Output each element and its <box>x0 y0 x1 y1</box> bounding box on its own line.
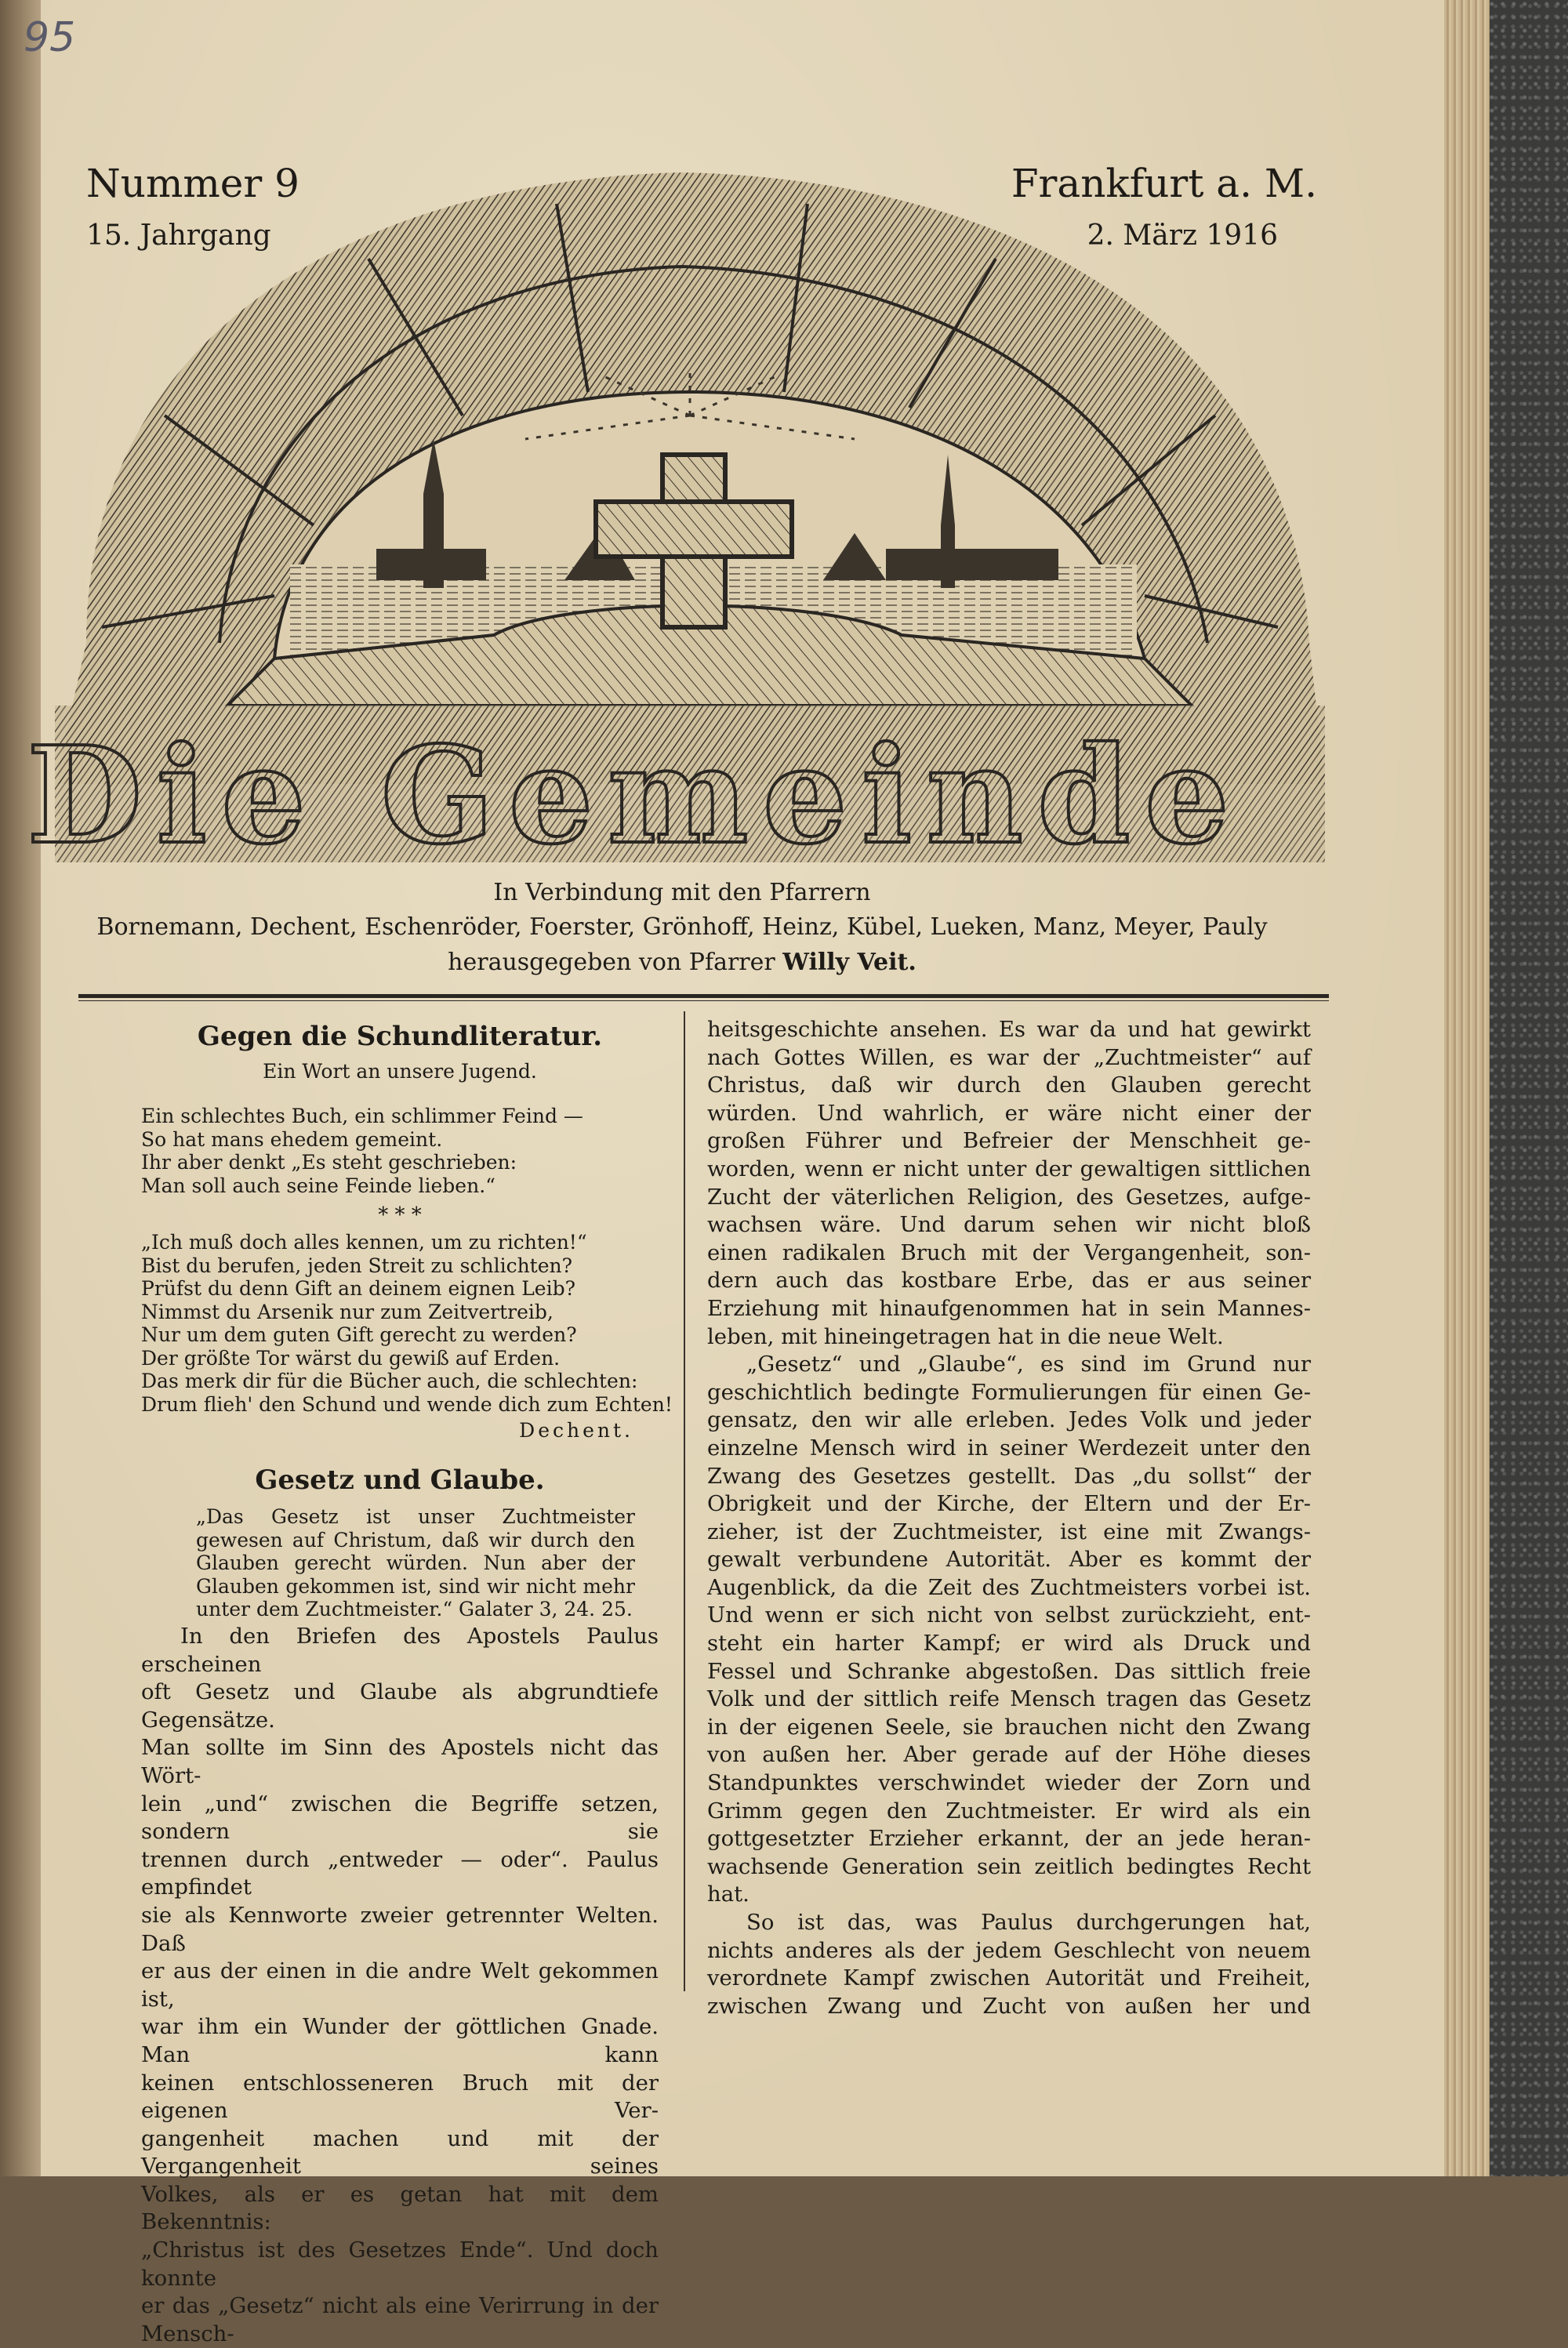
text-line: wachsen wäre. Und darum sehen wir nicht bloß <box>707 1212 1311 1238</box>
publication-place: Frankfurt a. M. <box>1011 161 1317 206</box>
poem-author: Dechent. <box>519 1419 633 1442</box>
poem-line: Drum flieh' den Schund und wende dich zum Echten! <box>141 1392 673 1416</box>
text-line: Man sollte im Sinn des Apostels nicht das Wört- <box>141 1735 659 1788</box>
text-line: nichts anderes als der jedem Geschlecht von neuem <box>707 1937 1311 1963</box>
text-line: einzelne Mensch wird in seiner Werdezeit unter den <box>707 1435 1311 1461</box>
text-line: So ist das, was Paulus durchgerungen hat, <box>746 1910 1311 1935</box>
text-line: In den Briefen des Apostels Paulus erscheinen <box>141 1624 659 1677</box>
pencil-note: 95 <box>24 14 76 61</box>
text-line: Standpunktes verschwindet wieder der Zorn und <box>707 1770 1311 1796</box>
text-line: großen Führer und Befreier der Menschheit ge- <box>707 1128 1311 1154</box>
text-line: Augenblick, da die Zeit des Zuchtmeisters vorbei ist. <box>707 1574 1311 1600</box>
poem-stanza-1 <box>141 1105 659 1197</box>
poem-line: „Ich muß doch alles kennen, um zu richten!“ <box>141 1231 587 1254</box>
article-title: Gesetz und Glaube. <box>255 1464 545 1496</box>
text-line: trennen durch „entweder — oder“. Paulus empfindet <box>141 1846 659 1900</box>
header-rule <box>78 994 1329 998</box>
header-rule-thin <box>78 1000 1329 1001</box>
poem-line: Ihr aber denkt „Es steht geschrieben: <box>141 1151 517 1174</box>
editor-prefix: herausgegeben von Pfarrer <box>448 949 775 976</box>
poem-line: Nur um dem guten Gift gerecht zu werden? <box>141 1323 577 1346</box>
text-line: er das „Gesetz“ nicht als eine Verirrung in der Mensch- <box>141 2293 659 2346</box>
poem-line: So hat mans ehedem gemeint. <box>141 1127 443 1151</box>
poem-stanza-2 <box>141 1231 673 1416</box>
text-line: Fessel und Schranke abgestoßen. Das sittlich freie <box>707 1658 1311 1684</box>
article-motto: „Das Gesetz ist unser Zuchtmeister gewesen auf Christum, daß wir durch den Glauben gerecht würden. Nun aber der Glauben gekommen ist, sind wir nicht mehr unter dem Zuchtmeister.“ Galater 3, 24. 25. <box>196 1505 635 1620</box>
credits-editor <box>78 946 1286 979</box>
text-line: Erziehung mit hinaufgenommen hat in sein Mannes- <box>707 1295 1311 1321</box>
text-line: nach Gottes Willen, es war der „Zuchtmeister“ auf <box>707 1044 1311 1070</box>
text-line: sie als Kennworte zweier getrennter Welten. Daß <box>141 1902 659 1956</box>
text-line: Obrigkeit und der Kirche, der Eltern und der Er- <box>707 1491 1311 1517</box>
text-line: zieher, ist der Zuchtmeister, ist eine mit Zwangs- <box>707 1519 1311 1544</box>
binding-left <box>0 0 41 2176</box>
text-line: Grimm gegen den Zuchtmeister. Er wird als ein <box>707 1798 1311 1824</box>
text-line: Christus, daß wir durch den Glauben gerecht <box>707 1072 1311 1098</box>
text-line: gangenheit machen und mit der Vergangenheit seines <box>141 2125 659 2179</box>
article-text-left <box>141 1623 659 2348</box>
text-line: verordnete Kampf zwischen Autorität und Freiheit, <box>707 1965 1311 1991</box>
text-line: heitsgeschichte ansehen. Es war da und hat gewirkt <box>707 1017 1311 1042</box>
text-line: Und wenn er sich nicht von selbst zurückzieht, ent- <box>707 1602 1311 1628</box>
stanza-separator: * * * <box>378 1203 422 1227</box>
text-line: keinen entschlosseneren Bruch mit der eigenen Ver- <box>141 2070 659 2124</box>
text-line: zwischen Zwang und Zucht von außen her und <box>707 1993 1311 2019</box>
text-line: „Christus ist des Gesetzes Ende“. Und doch konnte <box>141 2237 659 2291</box>
issue-number: Nummer 9 <box>86 161 299 206</box>
text-line: gottgesetzter Erzieher erkannt, der an jede heran- <box>707 1826 1311 1852</box>
poem-line: Das merk dir für die Bücher auch, die schlechten: <box>141 1370 638 1392</box>
text-line: oft Gesetz und Glaube als abgrundtiefe Gegensätze. <box>141 1679 659 1733</box>
text-line: Volk und der sittlich reife Mensch tragen das Gesetz <box>707 1686 1311 1712</box>
text-line: würden. Und wahrlich, er wäre nicht einer der <box>707 1100 1311 1126</box>
page-edges <box>1444 0 1490 2176</box>
credits-pastors: Bornemann, Dechent, Eschenröder, Foerster, Grönhoff, Heinz, Kübel, Lueken, Manz, Meyer, Pauly <box>96 913 1268 941</box>
poem-line: Bist du berufen, jeden Streit zu schlichten? <box>141 1254 573 1277</box>
masthead-title: Die Gemeinde <box>27 717 1243 874</box>
volume-year: 15. Jahrgang <box>86 220 271 252</box>
poem-line: Der größte Tor wärst du gewiß auf Erden. <box>141 1346 561 1370</box>
text-line: er aus der einen in die andre Welt gekommen ist, <box>141 1958 659 2012</box>
text-line: Zwang des Gesetzes gestellt. Das „du sollst“ der <box>707 1463 1311 1489</box>
text-line: worden, wenn er nicht unter der gewaltigen sittlichen <box>707 1156 1311 1181</box>
text-line: leben, mit hineingetragen hat in die neue Welt. <box>707 1323 1224 1349</box>
editor-name: Willy Veit. <box>782 949 916 976</box>
poem-line: Man soll auch seine Feinde lieben.“ <box>141 1174 495 1197</box>
text-line: Volkes, als er es getan hat mit dem Bekenntnis: <box>141 2181 659 2235</box>
text-line: wachsende Generation sein zeitlich bedingtes Recht hat. <box>707 1853 1311 1907</box>
poem-line: Nimmst du Arsenik nur zum Zeitvertreib, <box>141 1300 554 1323</box>
text-line: Zucht der väterlichen Religion, des Gesetzes, aufge- <box>707 1184 1311 1210</box>
text-line: „Gesetz“ und „Glaube“, es sind im Grund nur <box>746 1352 1311 1377</box>
text-line: in der eigenen Seele, sie brauchen nicht den Zwang <box>707 1714 1311 1740</box>
text-line: steht ein harter Kampf; er wird als Druck und <box>707 1631 1311 1657</box>
text-line: war ihm ein Wunder der göttlichen Gnade. Man kann <box>141 2014 659 2067</box>
poem-line: Ein schlechtes Buch, ein schlimmer Feind — <box>141 1105 583 1127</box>
text-line: von außen her. Aber gerade auf der Höhe dieses <box>707 1742 1311 1768</box>
poem-line: Prüfst du denn Gift an deinem eignen Leib? <box>141 1277 575 1300</box>
article-text-right <box>707 1016 1311 2020</box>
text-line: gensatz, den wir alle erleben. Jedes Volk und jeder <box>707 1407 1311 1433</box>
issue-date: 2. März 1916 <box>1087 220 1278 252</box>
column-divider <box>684 1011 685 1991</box>
text-line: lein „und“ zwischen die Begriffe setzen, sondern sie <box>141 1791 659 1845</box>
text-line: dern auch das kostbare Erbe, das er aus seiner <box>707 1268 1311 1294</box>
text-line: gewalt verbundene Autorität. Aber es kommt der <box>707 1547 1311 1573</box>
credits-intro: In Verbindung mit den Pfarrern <box>493 879 871 906</box>
book-cover <box>1490 0 1568 2176</box>
text-line: einen radikalen Bruch mit der Vergangenheit, son- <box>707 1239 1311 1265</box>
text-line: geschichtlich bedingte Formulierungen für einen Ge- <box>707 1379 1311 1405</box>
article-title: Gegen die Schundliteratur. <box>197 1021 603 1052</box>
article-subtitle: Ein Wort an unsere Jugend. <box>263 1060 537 1083</box>
